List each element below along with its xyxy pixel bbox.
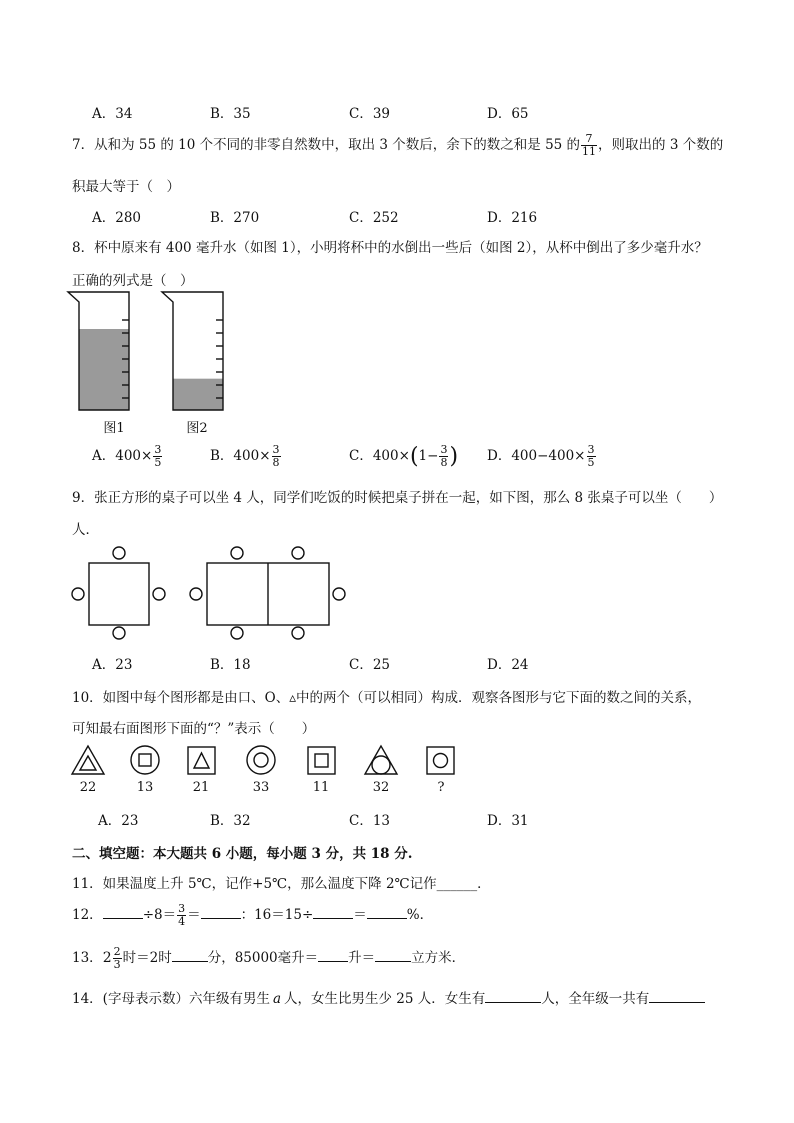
q6-option-b: B．35 bbox=[210, 106, 251, 122]
q8-option-c-rparen: ) bbox=[449, 444, 459, 469]
fig2-label: 图2 bbox=[186, 421, 208, 436]
circle-in-square-shape bbox=[427, 747, 454, 774]
fig1-label: 图1 bbox=[103, 421, 125, 436]
q7-fraction bbox=[581, 133, 597, 157]
q10-line1: 10．如图中每个图形都是由口、O、▵中的两个（可以相同）构成．观察各图形与它下面的数之间的关系， bbox=[72, 690, 702, 706]
seat-circle bbox=[153, 588, 165, 600]
q8-option-a-num: 3 bbox=[154, 443, 162, 457]
table-square bbox=[89, 563, 149, 625]
q10-number: 22 bbox=[79, 780, 97, 795]
q10-option-b: B．32 bbox=[210, 813, 251, 829]
q8-option-a-den: 5 bbox=[154, 456, 162, 469]
square-in-circle-shape bbox=[131, 746, 159, 774]
q10-option-d: D．31 bbox=[487, 813, 529, 829]
q14-blank[interactable] bbox=[485, 990, 541, 1003]
q8-option-a bbox=[92, 444, 163, 469]
seat-circle bbox=[72, 588, 84, 600]
q7-text-suffix: ，则取出的 3 个数的 bbox=[598, 137, 724, 153]
triangle-in-triangle-shape bbox=[72, 746, 104, 774]
q8-cups-figure bbox=[66, 290, 246, 414]
q8-option-a-expr: 400× bbox=[115, 448, 153, 464]
q8-option-c-lparen: ( bbox=[409, 444, 419, 469]
single-table bbox=[72, 547, 165, 639]
q6-option-a: A．34 bbox=[92, 106, 133, 122]
q10-option-c: C．13 bbox=[349, 813, 391, 829]
q9-option-c: C．25 bbox=[349, 657, 391, 673]
q13-mixed-int: 2 bbox=[102, 950, 112, 966]
seat-circle bbox=[292, 627, 304, 639]
q11: 11．如果温度上升 5℃，记作+5℃，那么温度下降 2℃记作______． bbox=[72, 876, 491, 892]
q10-number: 21 bbox=[192, 780, 210, 795]
q9-option-d: D．24 bbox=[487, 657, 529, 673]
q13-number: 13． bbox=[72, 950, 103, 966]
q12-blank[interactable] bbox=[103, 906, 143, 919]
q8-option-c-den: 8 bbox=[440, 456, 448, 469]
triangle-in-square-shape bbox=[188, 747, 215, 774]
q9-line1: 9．张正方形的桌子可以坐 4 人，同学们吃饭的时候把桌子拼在一起，如下图，那么 8 张桌子可以坐（ ） bbox=[72, 490, 723, 506]
circle-in-triangle-shape bbox=[365, 746, 397, 774]
seat-circle bbox=[333, 588, 345, 600]
q6-option-d: D．65 bbox=[487, 106, 529, 122]
q14-text: 人，女生比男生少 25 人．女生有 bbox=[284, 991, 486, 1007]
q12-text: ＝ bbox=[353, 907, 367, 923]
q8-option-b-expr: 400× bbox=[233, 448, 271, 464]
q8-line2: 正确的列式是（ ） bbox=[72, 273, 194, 289]
q8-option-b-den: 8 bbox=[272, 456, 280, 469]
cup-1 bbox=[68, 292, 129, 410]
q9-line2: 人． bbox=[72, 522, 99, 538]
q14-variable: a bbox=[272, 991, 282, 1007]
q10-number: 32 bbox=[372, 780, 390, 795]
joined-tables bbox=[190, 547, 345, 639]
q12-text: %． bbox=[406, 907, 434, 923]
q13-blank[interactable] bbox=[375, 949, 411, 962]
q8-option-d-num: 3 bbox=[587, 443, 595, 457]
q9-option-a: A．23 bbox=[92, 657, 133, 673]
q7-line2: 积最大等于（ ） bbox=[72, 179, 180, 195]
seat-circle bbox=[231, 627, 243, 639]
seat-circle bbox=[113, 547, 125, 559]
q7-option-b: B．270 bbox=[210, 210, 260, 226]
q8-option-a-letter: A． bbox=[92, 448, 116, 464]
q12-text: ＝ bbox=[187, 907, 201, 923]
q9-option-b: B．18 bbox=[210, 657, 251, 673]
q10-number: 11 bbox=[312, 780, 330, 795]
q14-blank[interactable] bbox=[649, 990, 705, 1003]
q10-number: 33 bbox=[252, 780, 270, 795]
q8-option-b bbox=[210, 444, 282, 469]
q8-option-c-num: 3 bbox=[440, 443, 448, 457]
q13-text: 分，85000毫升＝ bbox=[207, 950, 319, 966]
q8-option-d-den: 5 bbox=[587, 456, 595, 469]
seat-circle bbox=[113, 627, 125, 639]
q14-text: 人，全年级一共有 bbox=[541, 991, 650, 1007]
seat-circle bbox=[190, 588, 202, 600]
q13-blank[interactable] bbox=[172, 949, 208, 962]
q7-option-d: D．216 bbox=[487, 210, 538, 226]
q6-option-c: C．39 bbox=[349, 106, 391, 122]
q12-frac-den: 4 bbox=[178, 915, 186, 928]
q13-frac-den: 3 bbox=[113, 958, 121, 971]
q12-blank[interactable] bbox=[313, 906, 353, 919]
q13-frac-num: 2 bbox=[113, 945, 121, 959]
cup-2 bbox=[162, 292, 223, 410]
q8-option-d-expr: 400−400× bbox=[511, 448, 586, 464]
q8-option-b-num: 3 bbox=[272, 443, 280, 457]
q13-blank[interactable] bbox=[318, 949, 348, 962]
q12-blank[interactable] bbox=[201, 906, 241, 919]
q12-text: ：16＝15÷ bbox=[240, 907, 314, 923]
q14 bbox=[72, 987, 705, 1007]
q8-line1: 8．杯中原来有 400 毫升水（如图 1），小明将杯中的水倒出一些后（如图 2），从杯中倒出了多少毫升水？ bbox=[72, 240, 708, 256]
q7-line1 bbox=[72, 133, 723, 158]
q12-text: ÷8＝ bbox=[142, 907, 177, 923]
q8-option-c-letter: C． bbox=[349, 448, 373, 464]
q10-number: 13 bbox=[136, 780, 154, 795]
cup-1-water bbox=[79, 329, 129, 410]
q7-text-prefix: 7．从和为 55 的 10 个不同的非零自然数中，取出 3 个数后，余下的数之和是 55 的 bbox=[72, 137, 581, 153]
q12-frac-num: 3 bbox=[178, 902, 186, 916]
q7-option-c: C．252 bbox=[349, 210, 399, 226]
seat-circle bbox=[292, 547, 304, 559]
q14-text: 14．(字母表示数）六年级有男生 bbox=[72, 991, 270, 1007]
cup-2-water bbox=[173, 379, 223, 410]
q12-number: 12． bbox=[72, 907, 103, 923]
q10-shapes-figure bbox=[70, 744, 470, 780]
q13-text: 时＝2时 bbox=[122, 950, 172, 966]
q9-tables-figure bbox=[70, 545, 350, 645]
circle-in-circle-shape bbox=[247, 746, 275, 774]
q12 bbox=[72, 903, 433, 928]
q8-option-c bbox=[349, 444, 458, 469]
q13-text: 升＝ bbox=[348, 950, 376, 966]
q10-option-a: A．23 bbox=[98, 813, 139, 829]
seat-circle bbox=[231, 547, 243, 559]
section-2-heading: 二、填空题：本大题共 6 小题，每小题 3 分，共 18 分. bbox=[72, 846, 413, 862]
q12-blank[interactable] bbox=[367, 906, 407, 919]
q10-line2: 可知最右面图形下面的“？”表示（ ） bbox=[72, 721, 316, 737]
q7-option-a: A．280 bbox=[92, 210, 142, 226]
square-in-square-shape bbox=[308, 747, 335, 774]
q8-option-d-letter: D． bbox=[487, 448, 512, 464]
q8-option-b-letter: B． bbox=[210, 448, 234, 464]
q8-option-d bbox=[487, 444, 597, 469]
q13-text: 立方米． bbox=[411, 950, 466, 966]
q13 bbox=[72, 946, 465, 971]
q7-frac-den: 11 bbox=[582, 145, 597, 158]
q8-option-c-inner: 1− bbox=[418, 448, 439, 464]
q10-number: ? bbox=[437, 780, 445, 795]
q8-option-c-expr: 400× bbox=[372, 448, 410, 464]
q7-frac-num: 7 bbox=[581, 133, 597, 146]
